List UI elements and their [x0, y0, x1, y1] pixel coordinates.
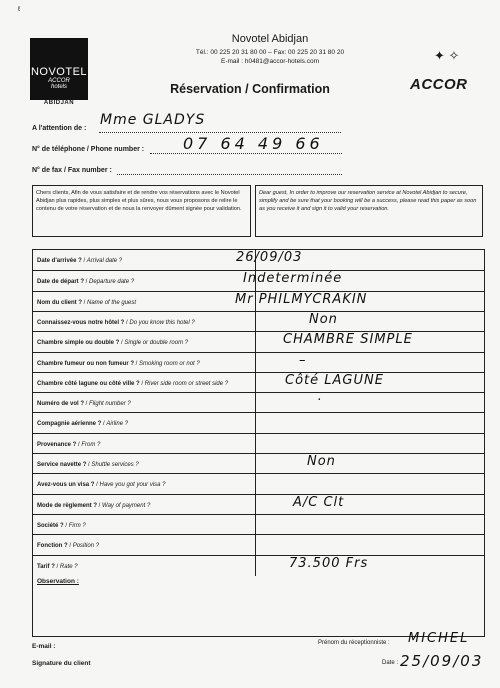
form-row-value: A/C Clt — [293, 494, 345, 510]
form-row-label-cell — [33, 515, 256, 535]
label-separator: / — [97, 502, 103, 509]
label-separator: / — [86, 462, 92, 468]
form-row-label-cell — [33, 454, 256, 474]
form-row-value: Indeterminée — [243, 271, 343, 287]
form-row-label-fr: Compagnie aérienne ? — [37, 421, 102, 428]
form-row-value: Non — [307, 454, 336, 469]
form-row-label-en: Smoking room or not ? — [139, 360, 200, 367]
form-row-value: · — [317, 393, 323, 409]
label-separator: / — [63, 522, 69, 529]
form-row-label-en: Arrival date ? — [86, 258, 123, 264]
form-row-label-fr: Fonction ? — [37, 543, 68, 550]
form-row-label-cell — [33, 474, 256, 494]
label-separator: / — [82, 299, 88, 306]
form-row-label-cell — [33, 332, 256, 352]
form-row-label — [37, 523, 86, 529]
form-row-label-en: Airline ? — [106, 421, 129, 428]
hotel-title: Novotel Abidjan — [231, 33, 309, 45]
fax-label: N° de fax / Fax number : — [32, 167, 112, 174]
label-separator: / — [54, 563, 60, 570]
label-separator: / — [67, 543, 73, 550]
form-row-label-fr: Provenance ? — [37, 441, 77, 448]
form-row-label — [37, 442, 100, 448]
form-row-label-cell — [33, 292, 256, 312]
form-row-label — [37, 320, 195, 326]
label-separator: / — [81, 258, 87, 264]
form-row — [33, 270, 484, 291]
form-row-label-cell — [33, 556, 256, 576]
label-separator: / — [94, 482, 100, 489]
form-row — [33, 372, 484, 393]
form-row-label — [37, 564, 78, 570]
form-row-label-cell — [33, 535, 256, 555]
receptionist-label: Prénom du réceptionniste : — [318, 640, 390, 646]
label-separator: / — [124, 319, 130, 326]
form-row-value: 26/09/03 — [236, 250, 303, 265]
form-row — [33, 291, 484, 312]
date-value: 25/09/03 — [400, 652, 484, 670]
fax-line — [117, 174, 342, 175]
form-row-label — [37, 503, 150, 509]
form-row-value: Non — [309, 311, 338, 327]
accor-birds-icon: ✦ ✧ — [434, 48, 460, 63]
phone-label: N° de téléphone / Phone number : — [32, 146, 145, 153]
form-row-label-en: River side room or street side ? — [144, 380, 229, 387]
form-row-label-en: Single or double room ? — [124, 340, 189, 347]
form-row-label-cell — [33, 250, 256, 270]
form-row-label-fr: Chambre côté lagune ou côté ville ? — [37, 380, 140, 387]
novotel-logo — [30, 38, 88, 100]
form-row-label-en: Flight number ? — [89, 401, 131, 408]
form-row-label — [37, 381, 228, 387]
form-row-label-en: Firm ? — [68, 522, 86, 529]
form-row-label-fr: Service navette ? — [37, 462, 87, 468]
attention-label: A l'attention de : — [32, 125, 87, 132]
form-row-label-fr: Connaissez-vous notre hôtel ? — [37, 319, 125, 326]
form-row-label-cell — [33, 353, 256, 373]
form-row — [33, 250, 484, 270]
date-label: Date : — [382, 660, 399, 666]
receptionist-value: MICHEL — [408, 631, 470, 646]
form-row-label-fr: Tarif ? — [37, 563, 55, 570]
label-separator: / — [139, 380, 145, 387]
form-row-label-fr: Avez-vous un visa ? — [37, 482, 95, 489]
form-row-label — [37, 401, 131, 407]
staple-mark: ℓ — [18, 6, 21, 13]
form-row — [33, 453, 484, 474]
form-row-label-fr: Mode de règlement ? — [37, 502, 98, 509]
form-row-label-cell — [33, 312, 256, 332]
form-row-label — [37, 258, 122, 264]
form-row-label — [37, 279, 134, 285]
form-row — [33, 555, 484, 576]
form-row — [33, 494, 484, 515]
form-row-label-en: Rate ? — [59, 563, 78, 570]
form-row — [33, 514, 484, 535]
logo-name: NOVOTEL — [30, 66, 88, 78]
form-row — [33, 331, 484, 352]
form-row-label-cell — [33, 373, 256, 393]
accor-logo: ACCOR — [410, 76, 468, 93]
form-row-label-en: Departure date ? — [89, 279, 135, 286]
attention-value: Mme GLADYS — [100, 112, 206, 128]
form-row-label — [37, 300, 136, 306]
hotel-contact-tel: Tél.: 00 225 20 31 80 00 – Fax: 00 225 20 31 80 20 — [195, 49, 345, 56]
form-row-label-fr: Numéro de vol ? — [37, 401, 85, 408]
form-row-label-en: Have you got your visa ? — [99, 482, 166, 489]
reservation-table — [32, 249, 485, 637]
form-row-label-fr: Date d'arrivée ? — [37, 258, 82, 264]
signature-label: Signature du client — [32, 660, 91, 667]
form-row-label — [37, 482, 166, 488]
form-row-label — [37, 421, 128, 427]
form-row-label-fr: Chambre simple ou double ? — [37, 340, 120, 347]
form-row-label-fr: Société ? — [37, 522, 64, 529]
form-row — [33, 392, 484, 413]
form-row-value: CHAMBRE SIMPLE — [283, 332, 413, 348]
form-row-label-cell — [33, 413, 256, 433]
form-row-value: Mr PHILMYCRAKIN — [235, 291, 368, 307]
label-separator: / — [134, 360, 140, 367]
form-row-value: 73.500 Frs — [289, 555, 369, 571]
attention-line — [99, 132, 341, 133]
form-row-label — [37, 340, 188, 346]
hotel-contact-email: E-mail : h0481@accor-hotels.com — [221, 58, 319, 65]
form-row — [33, 311, 484, 332]
form-row-label-en: Do you know this hotel ? — [129, 319, 195, 326]
form-row — [33, 412, 484, 433]
notice-english: Dear guest, In order to improve our reservation service at Novotel Abidjan to secure, simplify and be sure that your booking will be a success, please read this paper as soon as you receive it and sign it to valid your reservation. — [255, 185, 483, 237]
phone-line — [150, 153, 342, 154]
form-row-label-en: Way of payment ? — [102, 502, 151, 509]
form-row-label-fr: Date de départ ? — [37, 279, 85, 286]
form-row — [33, 473, 484, 494]
logo-city: ABIDJAN — [43, 100, 75, 106]
label-separator: / — [84, 279, 90, 286]
form-row-label — [37, 543, 99, 549]
form-row — [33, 352, 484, 373]
form-row-label-en: Position ? — [72, 543, 100, 550]
form-row-label-en: From ? — [81, 441, 101, 448]
form-row-label-cell — [33, 393, 256, 413]
form-row — [33, 534, 484, 555]
form-row-label-en: Name of the guest — [87, 299, 137, 306]
form-row-label-cell — [33, 271, 256, 291]
document-title: Réservation / Confirmation — [170, 82, 330, 96]
form-row — [33, 433, 484, 454]
form-row-label-fr: Chambre fumeur ou non fumeur ? — [37, 360, 135, 367]
logo-sub-accor: ACCOR — [48, 78, 70, 84]
form-row-label-cell — [33, 495, 256, 515]
form-row-value: Côté LAGUNE — [285, 372, 384, 388]
phone-value: 07 64 49 66 — [183, 134, 324, 153]
email-label: E-mail : — [32, 643, 56, 650]
label-separator: / — [119, 340, 125, 347]
label-separator: / — [101, 421, 107, 428]
notice-french: Chers clients, Afin de vous satisfaire et de rendre vos réservations avec le Novotel Abidjan plus rapides, plus simples et plus sûres, nous vous proposons de relire le contenu de votre réservation et de nous la renvoyer dûment signée pour validation. — [32, 185, 251, 237]
form-row-label-cell — [33, 434, 256, 454]
label-separator: / — [84, 401, 90, 408]
logo-sub-hotels: hotels — [50, 84, 67, 90]
form-row-label — [37, 462, 139, 468]
label-separator: / — [76, 441, 82, 448]
form-row-label — [37, 361, 200, 367]
form-row-label-en: Shuttle services ? — [91, 462, 139, 468]
form-row-value: – — [299, 352, 307, 368]
observation-label: Observation : — [37, 578, 79, 585]
form-row-label-fr: Nom du client ? — [37, 299, 82, 306]
